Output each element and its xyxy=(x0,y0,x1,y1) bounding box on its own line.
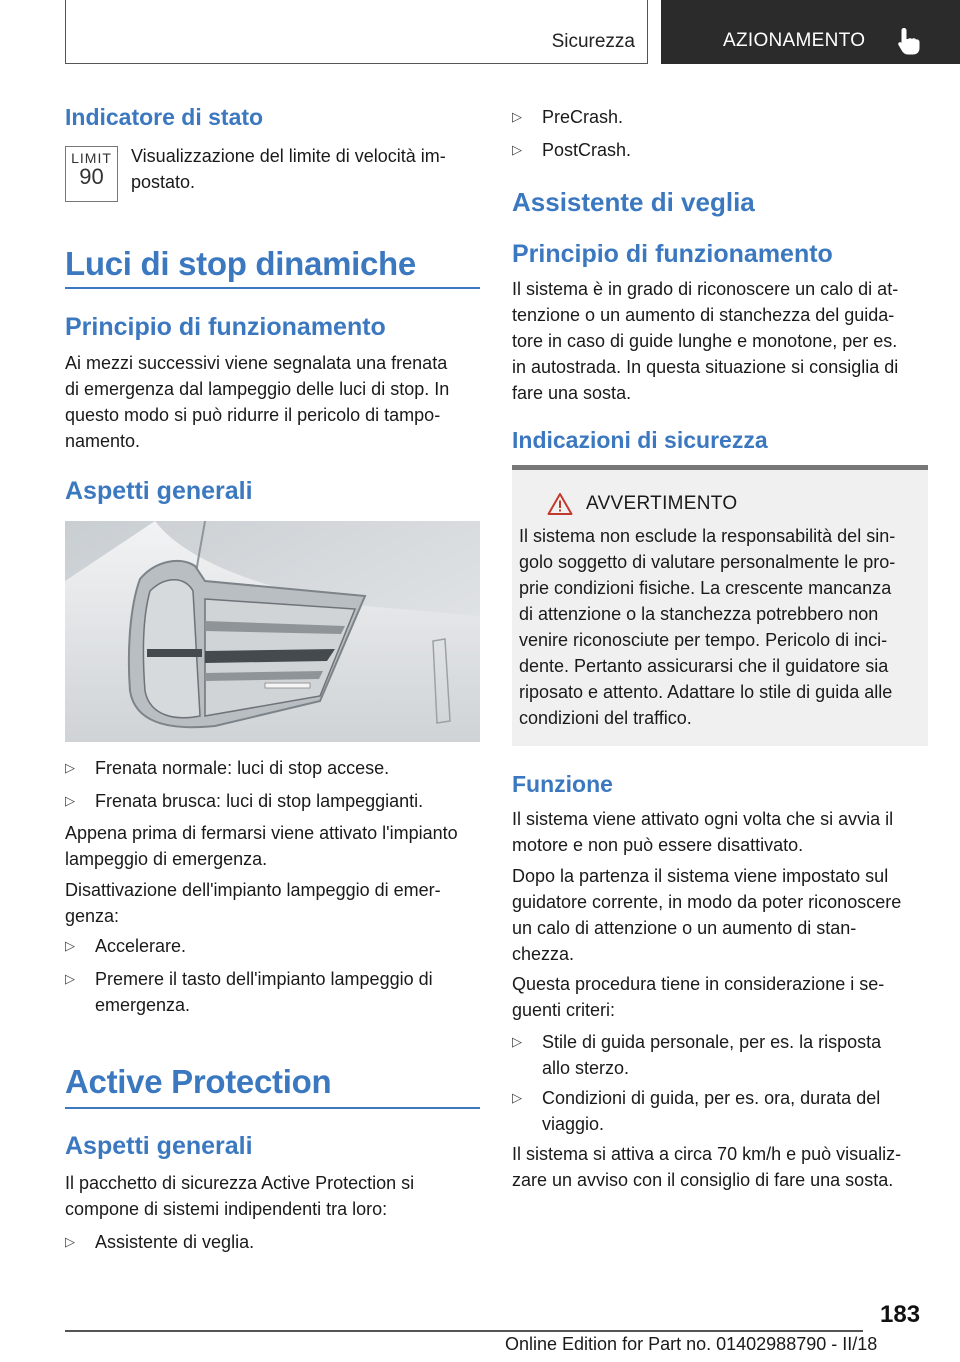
subsection-title-principle-right: Principio di funzionamento xyxy=(512,240,833,268)
indicator-text: postato. xyxy=(131,172,196,192)
footer-edition: Online Edition for Part no. 01402988790 - II/18 xyxy=(505,1334,878,1354)
paragraph: Disattivazione dell'impianto lampeggio di emer- genza: xyxy=(65,880,441,926)
principle-paragraph-right: Il sistema è in grado di riconoscere un calo di at- tenzione o un aumento di stanchezza del guida- tore in caso di guide lunghe e monotone, per es. in autostrada. In questa situazione si consiglia di fare una sosta. xyxy=(512,279,899,403)
indicator-title: Indicatore di stato xyxy=(65,104,264,130)
list-item: ▷ Assistente di veglia. xyxy=(65,1229,480,1255)
speed-limit-icon xyxy=(65,146,118,202)
subsection-title-principle: Principio di funzionamento xyxy=(65,313,386,341)
list-item: ▷ Frenata normale: luci di stop accese. xyxy=(65,755,480,781)
subsection-title-function: Funzione xyxy=(512,771,613,797)
warning-title: AVVERTIMENTO xyxy=(586,493,738,514)
subsection-title-general-2: Aspetti generali xyxy=(65,1132,253,1160)
pointing-hand-icon xyxy=(896,26,922,56)
paragraph: Il sistema si attiva a circa 70 km/h e può visualiz- zare un avviso con il consiglio di fare una sosta. xyxy=(512,1144,902,1190)
warning-box-bar xyxy=(512,465,928,470)
paragraph: Dopo la partenza il sistema viene impostato sul guidatore corrente, in modo da poter riconoscere un calo di attenzione o un aumento di stan- chezza. xyxy=(512,866,902,964)
list-item: ▷ Frenata brusca: luci di stop lampeggianti. xyxy=(65,788,480,814)
principle-paragraph: Ai mezzi successivi viene segnalata una frenata di emergenza dal lampeggio delle luci di stop. In questo modo si può ridurre il pericolo di tampo- namento. xyxy=(65,353,450,451)
page-number: 183 xyxy=(880,1301,921,1328)
footer-rule xyxy=(65,1330,863,1332)
header-section-label: Sicurezza xyxy=(551,31,635,52)
list-item: ▷ PostCrash. xyxy=(512,137,928,163)
list-item: ▷ Premere il tasto dell'impianto lampeggio di emergenza. xyxy=(65,966,480,1018)
header-chapter-label: AZIONAMENTO xyxy=(723,30,866,51)
header-section-tab xyxy=(65,0,648,64)
tail-light-illustration xyxy=(65,521,480,742)
paragraph: Il pacchetto di sicurezza Active Protection si compone di sistemi indipendenti tra loro: xyxy=(65,1173,415,1219)
list-item: ▷ Accelerare. xyxy=(65,933,480,959)
list-item: ▷ Stile di guida personale, per es. la risposta allo sterzo. xyxy=(512,1029,932,1081)
subsection-title-general: Aspetti generali xyxy=(65,477,253,505)
warning-text: Il sistema non esclude la responsabilità del sin- golo soggetto di valutare personalmente le pro- prie condizioni fisiche. La crescente mancanza di attenzione o la stanchezza potrebbero non venire riconosciute per tempo. Pericolo di inci- dente. Pertanto assicurarsi che il guidatore sia riposato e attento. Adattare lo stile di guida alle condizioni del traffico. xyxy=(519,526,896,728)
paragraph: Appena prima di fermarsi viene attivato l'impianto lampeggio di emergenza. xyxy=(65,823,458,869)
section-title-drowsiness: Assistente di veglia xyxy=(512,187,755,217)
section-title-stop-lights: Luci di stop dinamiche xyxy=(65,245,416,282)
paragraph: Questa procedura tiene in considerazione i se- guenti criteri: xyxy=(512,974,885,1020)
list-item: ▷ PreCrash. xyxy=(512,104,928,130)
subsection-title-safety: Indicazioni di sicurezza xyxy=(512,427,768,453)
section-rule xyxy=(65,287,480,289)
paragraph: Il sistema viene attivato ogni volta che si avvia il motore e non può essere disattivato. xyxy=(512,809,894,855)
speed-limit-value: 90 xyxy=(79,164,104,189)
speed-limit-label: LIMIT xyxy=(71,150,112,166)
warning-triangle-icon xyxy=(547,492,573,516)
indicator-text: Visualizzazione del limite di velocità im- xyxy=(131,146,446,166)
list-item: ▷ Condizioni di guida, per es. ora, durata del viaggio. xyxy=(512,1085,932,1137)
section-rule xyxy=(65,1107,480,1109)
warning-box xyxy=(512,465,928,746)
section-title-active-protection: Active Protection xyxy=(65,1063,332,1100)
